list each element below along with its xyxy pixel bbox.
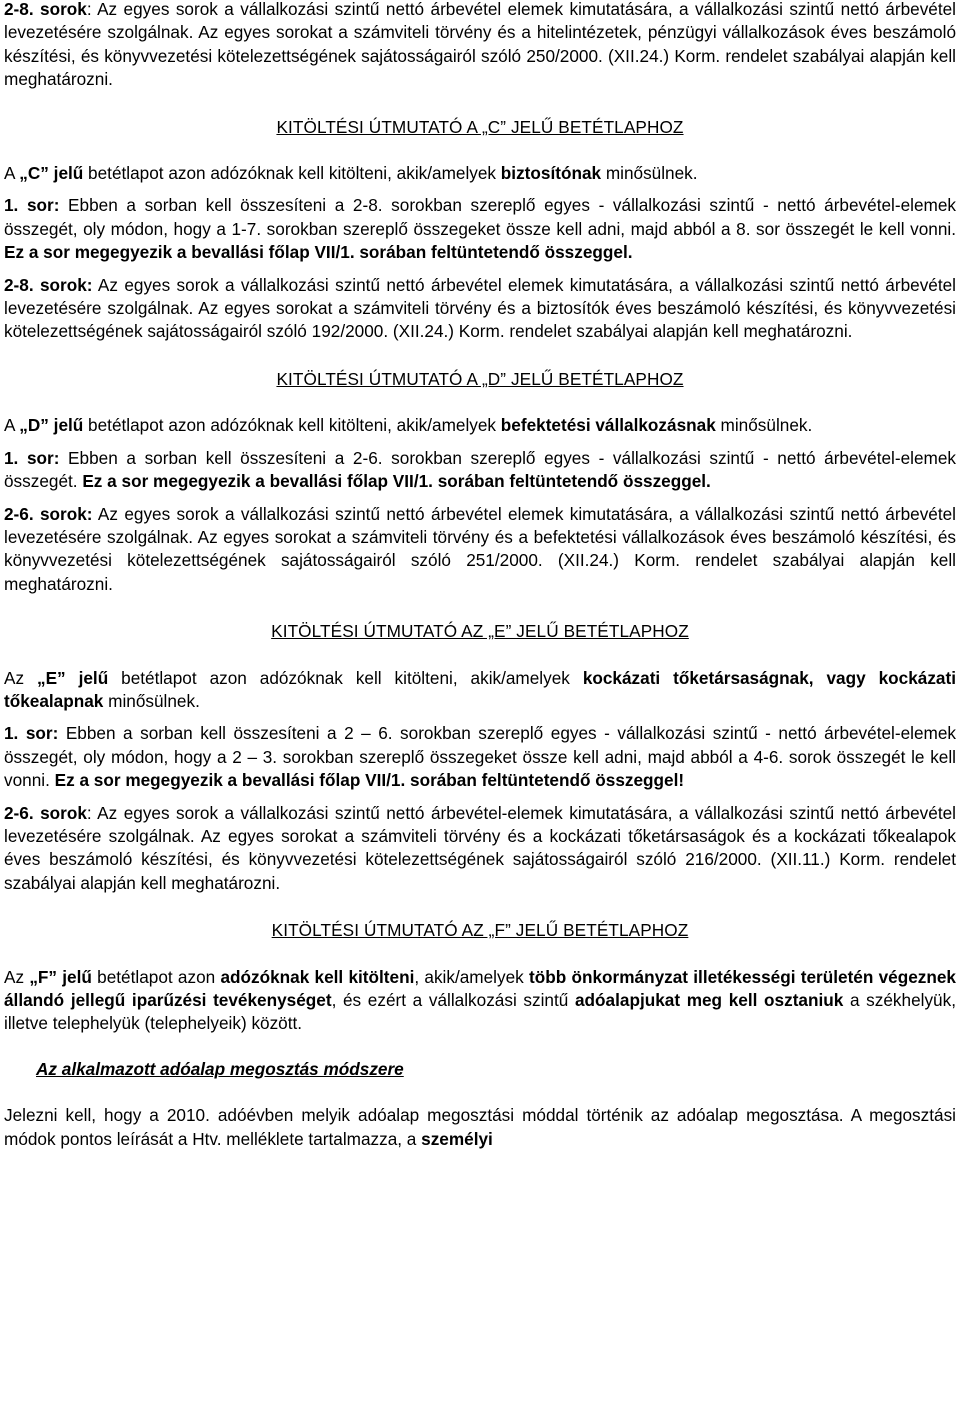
paragraph-text: Ebben a sorban kell összesíteni a 2-8. sorokban szereplő egyes - vállalkozási szintű - nettó árbevétel-elemek összegét, oly módon, hogy a 1-7. sorokban szereplő összegeket össze kell adni, majd abból a 8. sor összegét le kell vonni. bbox=[4, 195, 956, 239]
text-run: , és ezért a vállalkozási szintű bbox=[331, 990, 575, 1010]
text-run: a székhelyük, illetve telephelyük (telephelyeik) között. bbox=[4, 990, 956, 1034]
spacer bbox=[4, 438, 956, 447]
heading-f-sheet: KITÖLTÉSI ÚTMUTATÓ AZ „F” JELŰ BETÉTLAPHOZ bbox=[271, 920, 689, 941]
bold-run: Ez a sor megegyezik a bevallási főlap VII/1. sorában feltüntetendő összeggel! bbox=[54, 770, 685, 791]
paragraph-c-row1 bbox=[4, 194, 956, 264]
paragraph-e-intro bbox=[4, 667, 956, 714]
text-run: minősülnek. bbox=[601, 163, 698, 184]
paragraph-e-rows bbox=[4, 802, 956, 896]
heading-c-sheet: KITÖLTÉSI ÚTMUTATÓ A „C” JELŰ BETÉTLAPHOZ bbox=[276, 116, 684, 137]
paragraph-method bbox=[4, 1104, 956, 1151]
paragraph-d-intro bbox=[4, 414, 956, 437]
spacer bbox=[4, 265, 956, 274]
paragraph-c-rows bbox=[4, 274, 956, 344]
paragraph-rows-2-8-credit bbox=[4, 0, 956, 92]
bold-run: több önkormányzat illetékességi területén végeznek állandó jellegű iparűzési tevékenységet bbox=[4, 966, 956, 1010]
text-run: minősülnek. bbox=[103, 690, 200, 711]
spacer bbox=[4, 494, 956, 503]
row-label: 2-6. sorok bbox=[4, 802, 87, 823]
bold-run: „F” jelű bbox=[29, 966, 92, 987]
paragraph-d-row1 bbox=[4, 447, 956, 494]
text-run: betétlapot azon adózóknak kell kitölteni, akik/amelyek bbox=[83, 163, 501, 184]
spacer bbox=[4, 713, 956, 722]
text-run: betétlapot azon adózóknak kell kitölteni, akik/amelyek bbox=[83, 415, 501, 436]
text-run: betétlapot azon adózóknak kell kitölteni, akik/amelyek bbox=[108, 667, 583, 688]
bold-run: „D” jelű bbox=[19, 415, 84, 436]
bold-run: Ez a sor megegyezik a bevallási főlap VII/1. sorában feltüntetendő összeggel. bbox=[4, 242, 633, 263]
row-label: 1. sor: bbox=[4, 195, 60, 216]
paragraph-e-row1 bbox=[4, 722, 956, 792]
bold-run: Ez a sor megegyezik a bevallási főlap VII/1. sorában feltüntetendő összeggel. bbox=[82, 471, 711, 492]
bold-run: személyi bbox=[421, 1128, 493, 1149]
bold-run: adóalapjukat meg kell osztaniuk bbox=[575, 990, 844, 1010]
heading-d-sheet: KITÖLTÉSI ÚTMUTATÓ A „D” JELŰ BETÉTLAPHOZ bbox=[276, 368, 684, 389]
text-run: Az bbox=[4, 966, 30, 987]
paragraph-c-intro bbox=[4, 162, 956, 185]
paragraph-text: : Az egyes sorok a vállalkozási szintű nettó árbevétel-elemek kimutatására, a vállalkozási szintű nettó árbevétel levezetésére szolgálnak. Az egyes sorokat a számviteli törvény és a kockázati tőketársaságok és a kockázati tőkealapok éves beszámoló készítési, és könyvvezetési kötelezettségének sajátosságairól szóló 216/2000. (XII.11.) Korm. rendelet szabályai alapján kell meghatározni. bbox=[4, 802, 956, 893]
heading-e-sheet: KITÖLTÉSI ÚTMUTATÓ AZ „E” JELŰ BETÉTLAPHOZ bbox=[271, 621, 689, 642]
bold-run: „C” jelű bbox=[19, 163, 84, 184]
bold-run: biztosítónak bbox=[500, 163, 602, 184]
row-label: 1. sor: bbox=[4, 723, 59, 744]
spacer bbox=[4, 793, 956, 802]
paragraph-text: Az egyes sorok a vállalkozási szintű nettó árbevétel elemek kimutatására, a vállalkozási szintű nettó árbevétel levezetésére szolgálnak. Az egyes sorokat a számviteli törvény és a biztosítók éves beszámoló készítési, és könyvvezetési kötelezettségének sajátosságairól szóló 192/2000. (XII.24.) Korm. rendelet szabályai alapján kell meghatározni. bbox=[4, 274, 956, 342]
text-run: betétlapot azon bbox=[91, 966, 221, 987]
paragraph-text: Ebben a sorban kell összesíteni a 2 – 6. sorokban szereplő egyes - vállalkozási szintű - nettó árbevétel-elemek összegét, oly módon, hogy a 2 – 3. sorokban szereplő összegeket össze kell adni, majd abból a 4-6. sorok összegét le kell vonni. bbox=[4, 723, 956, 791]
text-run: , akik/amelyek bbox=[414, 966, 529, 987]
paragraph-f-intro bbox=[4, 966, 956, 1036]
bold-run: befektetési vállalkozásnak bbox=[500, 415, 716, 436]
row-label: 2-8. sorok: bbox=[4, 274, 93, 295]
paragraph-text: Jelezni kell, hogy a 2010. adóévben melyik adóalap megosztási móddal történik az adóalap megosztása. A megosztási módok pontos leírását a Htv. melléklete tartalmazza, a bbox=[4, 1105, 956, 1149]
paragraph-text: : Az egyes sorok a vállalkozási szintű nettó árbevétel elemek kimutatására, a vállalkozási szintű nettó árbevétel levezetésére szolgálnak. Az egyes sorokat a számviteli törvény és a hitelintézetek, pénzügyi vállalkozások éves beszámoló készítési, és könyvvezetési kötelezettségének sajátosságairól szóló 250/2000. (XII.24.) Korm. rendelet szabályai alapján kell meghatározni. bbox=[4, 0, 956, 90]
paragraph-text: Ebben a sorban kell összesíteni a 2-6. sorokban szereplő egyes - vállalkozási szintű - nettó árbevétel-elemek összegét. bbox=[4, 447, 956, 492]
bold-run: adózóknak kell kitölteni bbox=[220, 966, 415, 987]
row-label: 2-6. sorok: bbox=[4, 503, 93, 524]
text-run: Az bbox=[4, 667, 37, 688]
text-run: minősülnek. bbox=[715, 415, 813, 436]
section-title-method: Az alkalmazott adóalap megosztás módszere bbox=[36, 1058, 404, 1079]
paragraph-d-rows bbox=[4, 503, 956, 597]
spacer bbox=[4, 185, 956, 194]
paragraph-text: Az egyes sorok a vállalkozási szintű nettó árbevétel elemek kimutatására, a vállalkozási szintű nettó árbevétel levezetésére szolgálnak. Az egyes sorokat a számviteli törvény és a befektetési vállalkozások éves beszámoló készítési, és könyvvezetési kötelezettségének sajátosságairól szóló 251/2000. (XII.24.) Korm. rendelet szabályai alapján kell meghatározni. bbox=[4, 503, 956, 594]
bold-run: „E” jelű bbox=[37, 667, 109, 688]
text-run: A bbox=[4, 415, 20, 436]
row-label: 1. sor: bbox=[4, 447, 60, 468]
bold-run: kockázati tőketársaságnak, vagy kockázati tőkealapnak bbox=[4, 667, 956, 711]
row-label: 2-8. sorok bbox=[4, 0, 87, 19]
text-run: A bbox=[4, 163, 20, 184]
